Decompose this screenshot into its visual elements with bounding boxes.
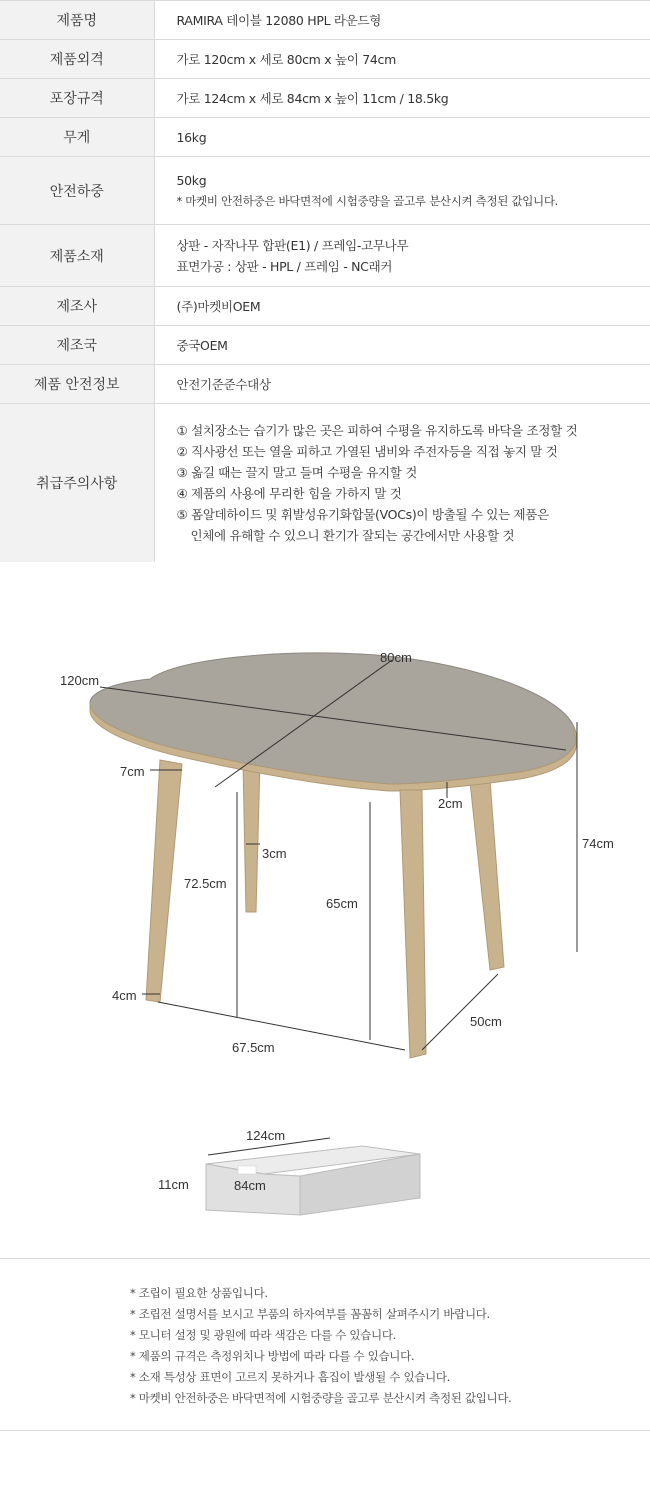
label-span-50: 50cm	[470, 1014, 502, 1029]
spec-row-maker	[0, 287, 650, 326]
spec-label: 안전하중	[0, 157, 154, 225]
dimension-diagram	[0, 562, 650, 1259]
spec-line: ① 설치장소는 습기가 많은 곳은 피하여 수평을 유지하도록 바닥을 조정할 것	[176, 423, 578, 438]
spec-label: 제조국	[0, 326, 154, 365]
label-span-67-5: 67.5cm	[232, 1040, 275, 1055]
spec-line: ⑤ 폼알데하이드 및 휘발성유기화합물(VOCs)이 방출될 수 있는 제품은	[176, 507, 549, 522]
table-leg-back-right	[470, 780, 504, 970]
spec-row-material	[0, 225, 650, 287]
spec-line: 표면가공 : 상판 - HPL / 프레임 - NC래커	[176, 258, 393, 274]
spec-label: 취급주의사항	[0, 404, 154, 563]
spec-value	[154, 404, 650, 563]
label-depth-80: 80cm	[380, 650, 412, 665]
table-dimension-drawing	[0, 562, 650, 1259]
spec-value	[154, 118, 650, 157]
spec-row-name	[0, 1, 650, 40]
table-leg-front-right	[400, 790, 426, 1058]
notice-list	[0, 1259, 650, 1431]
label-top-7: 7cm	[120, 764, 145, 779]
spec-label: 제품명	[0, 1, 154, 40]
label-leg-4: 4cm	[112, 988, 137, 1003]
spec-line: 안전기준준수대상	[176, 376, 271, 392]
spec-line: 상판 - 자작나무 합판(E1) / 프레임-고무나무	[176, 237, 409, 253]
package-box-tape	[238, 1166, 256, 1174]
spec-line: 16kg	[176, 129, 207, 145]
dim-line-67-5	[158, 1002, 405, 1050]
spec-value	[154, 157, 650, 225]
notice-item: * 모니터 설정 및 광원에 따라 색감은 다를 수 있습니다.	[130, 1328, 396, 1342]
spec-line: RAMIRA 테이블 12080 HPL 라운드형	[176, 12, 382, 28]
spec-label: 제품 안전정보	[0, 365, 154, 404]
spec-line: ③ 옮길 때는 끌지 말고 들며 수평을 유지할 것	[176, 465, 417, 480]
spec-row-package	[0, 79, 650, 118]
spec-line: 50kg	[176, 172, 207, 188]
label-height-11: 11cm	[158, 1177, 189, 1192]
spec-label: 제품외격	[0, 40, 154, 79]
spec-label: 제조사	[0, 287, 154, 326]
spec-value	[154, 40, 650, 79]
spec-row-safety	[0, 365, 650, 404]
spec-row-load	[0, 157, 650, 225]
spec-label: 무게	[0, 118, 154, 157]
notice-item: * 조립이 필요한 상품입니다.	[130, 1286, 268, 1300]
label-edge-2: 2cm	[438, 796, 463, 811]
notice-item: * 소재 특성상 표면이 고르지 못하거나 흠집이 발생될 수 있습니다.	[130, 1370, 451, 1384]
spec-table	[0, 0, 650, 563]
table-leg-front-left	[146, 760, 182, 1002]
spec-line: 가로 120cm x 세로 80cm x 높이 74cm	[176, 51, 396, 67]
label-depth-84: 84cm	[234, 1178, 266, 1193]
spec-line: ② 직사광선 또는 열을 피하고 가열된 냄비와 주전자등을 직접 놓지 말 것	[176, 444, 558, 459]
spec-value	[154, 287, 650, 326]
label-width-120: 120cm	[60, 673, 100, 688]
spec-row-country	[0, 326, 650, 365]
spec-label: 포장규격	[0, 79, 154, 118]
label-leg-3: 3cm	[262, 846, 287, 861]
spec-label: 제품소재	[0, 225, 154, 287]
spec-line: 인체에 유해할 수 있으니 환기가 잘되는 공간에서만 사용할 것	[190, 528, 515, 543]
label-length-124: 124cm	[246, 1128, 286, 1143]
spec-value	[154, 79, 650, 118]
spec-value	[154, 326, 650, 365]
notice-item: * 조립전 설명서를 보시고 부품의 하자여부를 꼼꼼히 살펴주시기 바랍니다.	[130, 1307, 490, 1321]
notice-item: * 마켓비 안전하중은 바닥면적에 시험중량을 골고루 분산시켜 측정된 값입니다.	[130, 1391, 512, 1405]
spec-value	[154, 1, 650, 40]
spec-row-dimensions	[0, 40, 650, 79]
spec-line: 가로 124cm x 세로 84cm x 높이 11cm / 18.5kg	[176, 90, 449, 106]
table-leg-back-left	[243, 762, 260, 912]
spec-line: ④ 제품의 사용에 무리한 힘을 가하지 말 것	[176, 486, 402, 501]
spec-row-caution	[0, 404, 650, 563]
spec-value	[154, 365, 650, 404]
spec-row-weight	[0, 118, 650, 157]
spec-line: 중국OEM	[176, 337, 228, 353]
spec-line: (주)마켓비OEM	[176, 298, 261, 314]
spec-line: * 마켓비 안전하중은 바닥면적에 시험중량을 골고루 분산시켜 측정된 값입니다.	[176, 193, 559, 208]
label-height-65: 65cm	[326, 896, 358, 911]
label-height-74: 74cm	[582, 836, 614, 851]
dim-line-50	[422, 974, 498, 1050]
spec-value	[154, 225, 650, 287]
notice-item: * 제품의 규격은 측정위치나 방법에 따라 다를 수 있습니다.	[130, 1349, 415, 1363]
label-height-72-5: 72.5cm	[184, 876, 227, 891]
